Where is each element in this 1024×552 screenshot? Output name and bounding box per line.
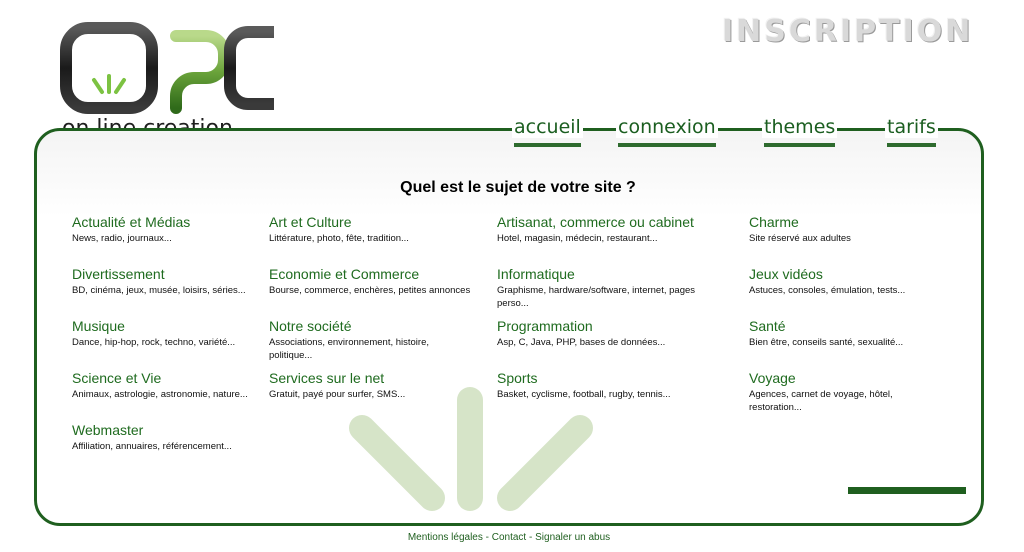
- inscription-link[interactable]: INSCRIPTION: [722, 14, 974, 49]
- footer-link-abus[interactable]: Signaler un abus: [535, 532, 611, 543]
- footer-link-contact[interactable]: Contact: [491, 532, 527, 543]
- nav-themes[interactable]: themes: [764, 116, 836, 138]
- topic-desc: Agences, carnet de voyage, hôtel, restoration...: [749, 389, 893, 413]
- occ-logo-icon: [60, 22, 280, 114]
- topic-actualite-medias[interactable]: [72, 214, 292, 245]
- topic-name: Sports: [497, 370, 538, 386]
- topic-desc: Littérature, photo, fête, tradition...: [269, 233, 409, 244]
- topic-economie-commerce[interactable]: [269, 266, 489, 297]
- topic-webmaster[interactable]: [72, 422, 292, 453]
- topic-desc: News, radio, journaux...: [72, 233, 172, 244]
- page-title: Quel est le sujet de votre site ?: [400, 179, 636, 196]
- nav-tarifs[interactable]: tarifs: [887, 116, 936, 138]
- topic-name: Notre société: [269, 318, 352, 334]
- topic-name: Charme: [749, 214, 799, 230]
- topic-name: Economie et Commerce: [269, 266, 420, 282]
- topic-informatique[interactable]: [497, 266, 722, 310]
- topic-charme[interactable]: [749, 214, 969, 245]
- topic-name: Actualité et Médias: [72, 214, 191, 230]
- topic-name: Webmaster: [72, 422, 144, 438]
- site-logo[interactable]: [60, 22, 280, 142]
- topic-name: Informatique: [497, 266, 575, 282]
- topic-desc: Dance, hip-hop, rock, techno, variété...: [72, 337, 236, 348]
- topic-desc: Animaux, astrologie, astronomie, nature...: [72, 389, 248, 400]
- topic-name: Musique: [72, 318, 125, 334]
- topic-divertissement[interactable]: [72, 266, 267, 297]
- topic-name: Jeux vidéos: [749, 266, 823, 282]
- topic-desc: BD, cinéma, jeux, musée, loisirs, séries...: [72, 285, 246, 296]
- topic-desc: Basket, cyclisme, football, rugby, tennis...: [497, 389, 671, 400]
- watermark-logo-icon: [340, 386, 600, 516]
- topic-name: Art et Culture: [269, 214, 352, 230]
- topic-desc: Asp, C, Java, PHP, bases de données...: [497, 337, 666, 348]
- topic-services-net[interactable]: [269, 370, 489, 401]
- topic-musique[interactable]: [72, 318, 267, 349]
- topic-desc: Gratuit, payé pour surfer, SMS...: [269, 389, 406, 400]
- topic-desc: Hotel, magasin, médecin, restaurant...: [497, 233, 658, 244]
- topic-jeux-videos[interactable]: [749, 266, 969, 297]
- topic-art-culture[interactable]: [269, 214, 489, 245]
- topic-sante[interactable]: [749, 318, 969, 349]
- topic-artisanat[interactable]: [497, 214, 737, 245]
- topic-name: Voyage: [749, 370, 796, 386]
- nav-connexion[interactable]: connexion: [618, 116, 716, 138]
- footer: [0, 532, 1018, 543]
- footer-link-mentions[interactable]: Mentions légales: [407, 532, 483, 543]
- topic-desc: Astuces, consoles, émulation, tests...: [749, 285, 906, 296]
- topic-name: Services sur le net: [269, 370, 385, 386]
- nav-accueil[interactable]: accueil: [514, 116, 581, 138]
- topic-programmation[interactable]: [497, 318, 717, 349]
- topic-science-vie[interactable]: [72, 370, 252, 401]
- topic-desc: Graphisme, hardware/software, internet, pages perso...: [497, 285, 696, 309]
- topic-name: Santé: [749, 318, 786, 334]
- frame-accent-bar: [848, 487, 966, 494]
- topic-desc: Bien être, conseils santé, sexualité...: [749, 337, 904, 348]
- topic-name: Science et Vie: [72, 370, 162, 386]
- topic-desc: Site réservé aux adultes: [749, 233, 851, 244]
- topic-sports[interactable]: [497, 370, 717, 401]
- topic-desc: Affiliation, annuaires, référencement...: [72, 441, 232, 452]
- topic-name: Artisanat, commerce ou cabinet: [497, 214, 694, 230]
- topic-notre-societe[interactable]: [269, 318, 469, 362]
- footer-separator: -: [482, 532, 492, 543]
- topic-desc: Bourse, commerce, enchères, petites annonces: [269, 285, 471, 296]
- topic-voyage[interactable]: [749, 370, 929, 414]
- topic-desc: Associations, environnement, histoire, politique...: [269, 337, 429, 361]
- topic-name: Divertissement: [72, 266, 165, 282]
- topic-name: Programmation: [497, 318, 593, 334]
- footer-separator: -: [526, 532, 536, 543]
